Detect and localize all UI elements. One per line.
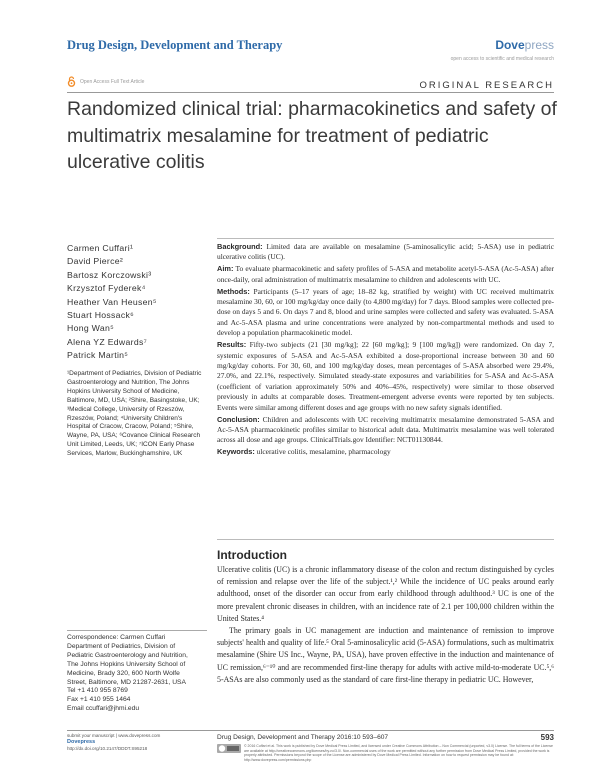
author[interactable]: Krzysztof Fyderek⁴ xyxy=(67,283,146,294)
author[interactable]: Carmen Cuffari¹ xyxy=(67,243,134,253)
keywords-label: Keywords: xyxy=(217,447,255,457)
abstract-methods xyxy=(217,287,554,339)
abstract-top-divider xyxy=(217,238,554,239)
author[interactable]: Hong Wan⁵ xyxy=(67,323,115,334)
author[interactable]: David Pierce² xyxy=(67,256,124,267)
correspondence-line: Pediatric Gastroenterology and Nutrition, xyxy=(67,651,188,659)
conclusion-text: Children and adolescents with UC receiving multimatrix mesalamine demonstrated 5-ASA and Ac-5-ASA pharmacokinetic profiles similar to historical adult data. Multimatrix mesalamine was well tolerated across all dose and age groups. ClinicalTrials.gov Identifier: NCT01130844. xyxy=(217,414,554,445)
article-title: Randomized clinical trial: pharmacokinetics and safety of multimatrix mesalamine for treatment of pediatric ulcerative colitis xyxy=(67,98,557,173)
author[interactable]: Alena YZ Edwards⁷ xyxy=(67,336,148,347)
correspondence-email[interactable]: Email ccuffari@jhmi.edu xyxy=(67,705,140,713)
correspondence-line: The Johns Hopkins University School of xyxy=(67,660,186,668)
abstract-conclusion xyxy=(217,415,554,446)
author[interactable]: Bartosz Korczowski³ xyxy=(67,269,152,280)
publisher-logo[interactable] xyxy=(495,38,554,52)
introduction-paragraph: Ulcerative colitis (UC) is a chronic inflammatory disease of the colon and rectum distinguished by cycles of remission and relapse over the life of the subject.¹,² While the incidence of UC peaks around early adulthood, onset of the disorder can occur from early childhood through adulthood.³ UC is one of the more prevalent chronic diseases in children, with an incidence rate of 2.1 per 100,000 children within the United States.⁴ xyxy=(217,565,554,623)
affiliations: ¹Department of Pediatrics, Division of Pediatric Gastroenterology and Nutrition, The Johns Hopkins University School of Medicine, Baltimore, MD, USA; ²Shire, Basingstoke, UK; ³Medical College, University of Rzeszów, Rzeszów, Poland; ⁴University Children's Hospital of Cracow, Cracow, Poland; ⁵Shire, Wayne, PA, USA; ⁶Covance Clinical Research Unit Limited, Leeds, UK; ⁷ICON Early Phase Services, Marlow, Buckinghamshire, UK xyxy=(67,370,202,458)
abstract-aim xyxy=(217,264,554,285)
article-type: ORIGINAL RESEARCH xyxy=(419,80,554,91)
aim-text: To evaluate pharmacokinetic and safety profiles of 5-ASA and metabolite acetyl-5-ASA (Ac-5-ASA) after once-daily, oral administration of multimatrix mesalamine to children and adolescents with UC. xyxy=(217,264,555,284)
correspondence-line: Correspondence: Carmen Cuffari xyxy=(67,634,166,641)
abstract-background xyxy=(217,242,554,263)
correspondence-phone: Tel +1 410 955 8769 xyxy=(67,687,128,695)
author[interactable]: Heather Van Heusen⁵ xyxy=(67,296,157,307)
abstract-keywords xyxy=(217,447,554,457)
results-label: Results: xyxy=(217,340,247,350)
background-label: Background: xyxy=(217,242,263,251)
open-access-badge xyxy=(67,76,144,87)
journal-name: Drug Design, Development and Therapy xyxy=(67,38,283,52)
abstract xyxy=(217,242,554,459)
correspondence-divider xyxy=(67,630,207,631)
correspondence-line: Street, Baltimore, MD 21287-2631, USA xyxy=(67,678,186,686)
abstract-results xyxy=(217,340,554,413)
author-list xyxy=(67,242,157,363)
footer-divider xyxy=(67,730,554,731)
brand-light: press xyxy=(524,38,554,52)
introduction-body xyxy=(217,564,554,686)
footer-brand[interactable]: Dovepress xyxy=(67,739,96,746)
methods-label: Methods: xyxy=(217,286,250,296)
conclusion-label: Conclusion: xyxy=(217,414,260,424)
correspondence-fax: Fax +1 410 955 1464 xyxy=(67,696,131,704)
publisher-tagline: open access to scientific and medical research xyxy=(450,56,554,62)
footer-links xyxy=(67,733,207,752)
footer-citation: Drug Design, Development and Therapy 2016:10 593–607 xyxy=(217,734,389,741)
open-access-label: Open Access Full Text Article xyxy=(80,78,145,85)
brand-bold: Dove xyxy=(495,38,525,52)
background-text: Limited data are available on mesalamine (5-aminosalicylic acid; 5-ASA) use in pediatric ulcerative colitis (UC). xyxy=(217,242,554,262)
methods-text: Participants (5–17 years of age; 18–82 kg, stratified by weight) with UC received multimatrix mesalamine 30, 60, or 100 mg/kg/day once daily (to 4,800 mg/day) for 7 days. Blood samples were collected pre-dose on days 5 and 6. On days 7 and 8, blood and urine samples were collected and safety was evaluated. 5-ASA and Ac-5-ASA plasma and urine concentrations were analyzed by non-compartmental methods and used to develop a population pharmacokinetic model. xyxy=(217,286,554,338)
open-access-lock-icon xyxy=(67,76,76,87)
author[interactable]: Patrick Martin⁵ xyxy=(67,350,129,361)
correspondence-line: Medicine, Brady 320, 600 North Wolfe xyxy=(67,669,180,677)
results-text: Fifty-two subjects (21 [30 mg/kg]; 22 [60 mg/kg]; 9 [100 mg/kg]) were randomized. On day 7, systemic exposures of 5-ASA and Ac-5-ASA exhibited a dose-proportional increase between 30 and 60 mg/kg/day cohorts. For 30, 60, and 100 mg/kg/day doses, mean percentages of 5-ASA absorbed were 29.4%, 27.0%, and 22.1%, respectively. Simulated steady-state exposures and variabilities for 5-ASA and Ac-5-ASA (coefficient of variation approximately 50% and 40%–45%, respectively) were similar to those observed previously in adults at comparable doses. Treatment-emergent adverse events were reported by ten subjects. Events were similar among different doses and age groups with no new safety signals identified. xyxy=(217,340,554,412)
license-text: © 2016 Cuffari et al. This work is published by Dove Medical Press Limited, and licensed under Creative Commons Attribution – Non Commercial (unported, v3.0) License. The full terms of the License are available at http://creativecommons.org/licenses/by-nc/3.0/. Non-commercial uses of the work are permitted without any further permission from Dove Medical Press Limited, provided the work is properly attributed. Permissions beyond the scope of the License are administered by Dove Medical Press Limited. Information on how to request permission may be found at: http://www.dovepress.com/permissions.php xyxy=(244,744,553,763)
aim-label: Aim: xyxy=(217,264,234,274)
correspondence-line: Department of Pediatrics, Division of xyxy=(67,642,176,650)
submit-link[interactable]: submit your manuscript | www.dovepress.com xyxy=(67,733,161,738)
author[interactable]: Stuart Hossack⁶ xyxy=(67,310,134,321)
page-number: 593 xyxy=(540,733,554,742)
correspondence xyxy=(67,634,209,714)
header-divider xyxy=(67,92,554,93)
keywords-text: ulcerative colitis, mesalamine, pharmacology xyxy=(256,447,391,457)
introduction-paragraph: The primary goals in UC management are induction and maintenance of remission to improve subjects' health and quality of life.⁵ Oral 5-aminosalicylic acid (5-ASA) formulations, such as multimatrix mesalamine (Shire US Inc., Wayne, PA, USA), have proven effective in the induction and maintenance of UC remission,⁶⁻¹⁰ and are recommended first-line therapy for adults with active mild-to-moderate UC.⁵,⁶ 5-ASAs are also commonly used as the standard of care first-line therapy in pediatric UC. However, xyxy=(217,626,554,684)
doi-link[interactable]: http://dx.doi.org/10.2147/DDDT.S95218 xyxy=(67,745,148,751)
creative-commons-icon[interactable] xyxy=(217,744,241,753)
abstract-bottom-divider xyxy=(217,539,554,540)
introduction-heading: Introduction xyxy=(217,548,287,562)
